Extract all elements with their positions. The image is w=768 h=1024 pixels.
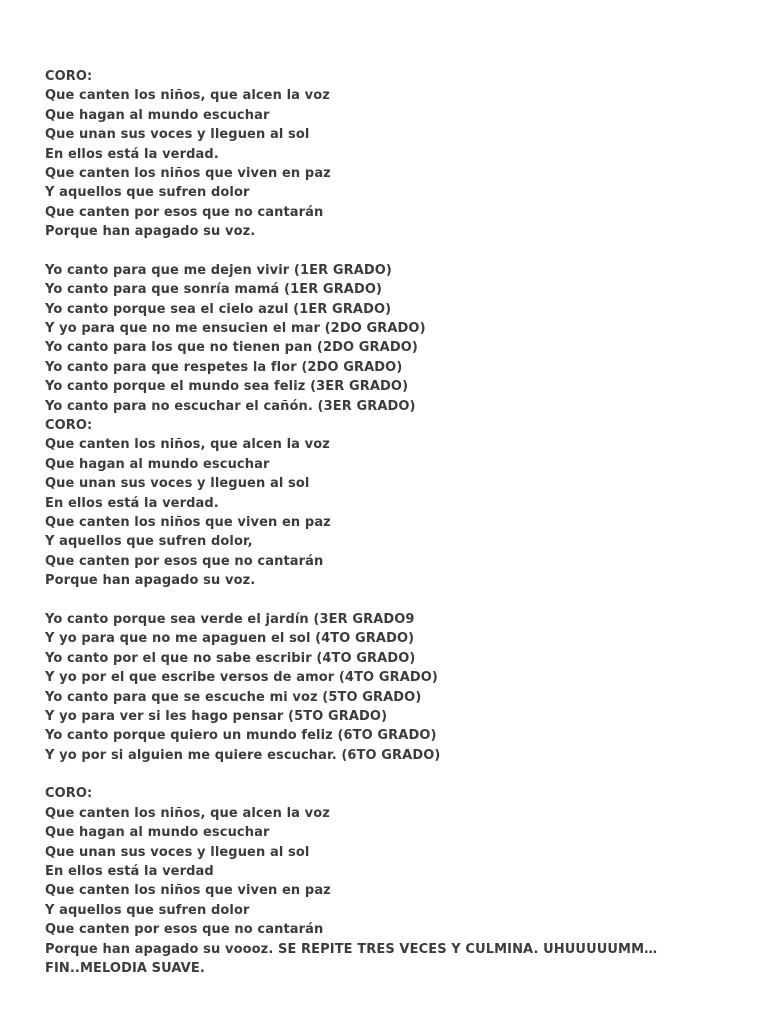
text-line: En ellos está la verdad. <box>45 495 219 511</box>
text-line: Yo canto porque sea el cielo azul (1ER GRADO) <box>45 301 392 317</box>
text-line: Que hagan al mundo escuchar <box>45 456 270 472</box>
stanza-verses-1 <box>45 261 745 591</box>
text-line: Yo canto para no escuchar el cañón. (3ER GRADO) <box>45 398 416 414</box>
stanza-gap <box>45 765 745 784</box>
text-line: En ellos está la verdad <box>45 864 214 880</box>
text-line: Que hagan al mundo escuchar <box>45 107 270 123</box>
text-line: CORO: <box>45 418 93 434</box>
text-line: Y aquellos que sufren dolor, <box>45 534 253 550</box>
text-line: Y aquellos que sufren dolor <box>45 902 250 918</box>
text-line: Yo canto porque quiero un mundo feliz (6TO GRADO) <box>45 728 437 744</box>
text-line: Porque han apagado su voooz. SE REPITE TRES VECES Y CULMINA. UHUUUUUMM… <box>45 941 658 957</box>
stanza-chorus-final <box>45 784 745 978</box>
text-line: Que unan sus voces y lleguen al sol <box>45 844 310 860</box>
text-line: Y aquellos que sufren dolor <box>45 185 250 201</box>
text-line: Que canten los niños que viven en paz <box>45 165 331 181</box>
text-line: Que unan sus voces y lleguen al sol <box>45 127 310 143</box>
stanza-chorus-1 <box>45 67 745 242</box>
text-line: En ellos está la verdad. <box>45 146 219 162</box>
stanza-gap <box>45 242 745 261</box>
text-line: Yo canto para que se escuche mi voz (5TO GRADO) <box>45 689 422 705</box>
text-line: Yo canto por el que no sabe escribir (4TO GRADO) <box>45 650 416 666</box>
text-line: Que unan sus voces y lleguen al sol <box>45 476 310 492</box>
text-line: FIN..MELODIA SUAVE. <box>45 960 205 976</box>
text-line: Porque han apagado su voz. <box>45 573 256 589</box>
text-line: CORO: <box>45 786 93 802</box>
text-line: Que canten los niños, que alcen la voz <box>45 437 330 453</box>
text-line: Y yo para ver si les hago pensar (5TO GRADO) <box>45 708 388 724</box>
text-line: Yo canto para que respetes la flor (2DO GRADO) <box>45 359 403 375</box>
text-line: Que canten los niños que viven en paz <box>45 514 331 530</box>
text-line: CORO: <box>45 69 93 84</box>
text-line: Que canten los niños que viven en paz <box>45 883 331 899</box>
text-line: Yo canto para que sonría mamá (1ER GRADO) <box>45 282 383 298</box>
text-line: Que canten los niños, que alcen la voz <box>45 88 330 104</box>
stanza-verses-2 <box>45 610 745 765</box>
text-line: Que canten por esos que no cantarán <box>45 204 324 220</box>
text-line: Yo canto para los que no tienen pan (2DO GRADO) <box>45 340 418 356</box>
text-line: Que canten por esos que no cantarán <box>45 922 324 938</box>
text-line: Que canten por esos que no cantarán <box>45 553 324 569</box>
text-line: Porque han apagado su voz. <box>45 224 256 240</box>
text-line: Y yo por el que escribe versos de amor (4TO GRADO) <box>45 670 438 686</box>
text-line: Yo canto para que me dejen vivir (1ER GRADO) <box>45 262 392 278</box>
lyrics-document <box>45 67 745 978</box>
text-line: Y yo por si alguien me quiere escuchar. (6TO GRADO) <box>45 747 441 763</box>
text-line: Que canten los niños, que alcen la voz <box>45 805 330 821</box>
text-line: Y yo para que no me apaguen el sol (4TO GRADO) <box>45 631 415 647</box>
text-line: Que hagan al mundo escuchar <box>45 825 270 841</box>
text-line: Yo canto porque sea verde el jardín (3ER GRADO9 <box>45 611 415 627</box>
text-line: Y yo para que no me ensucien el mar (2DO GRADO) <box>45 321 426 337</box>
stanza-gap <box>45 591 745 610</box>
text-line: Yo canto porque el mundo sea feliz (3ER GRADO) <box>45 379 409 395</box>
